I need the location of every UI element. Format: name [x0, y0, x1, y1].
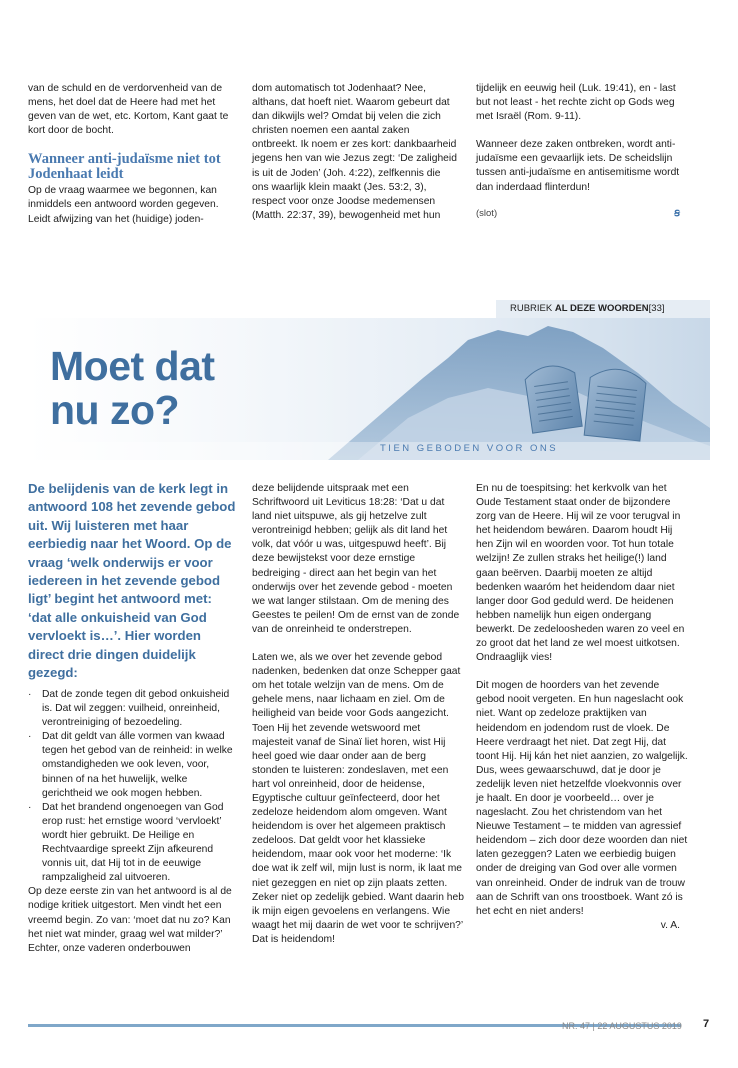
title-line-1: Moet dat [50, 343, 215, 389]
tablet-left [524, 363, 582, 433]
main-column-3 [476, 482, 688, 933]
top-col1-paragraph: van de schuld en de verdorvenheid van de mens, het doel dat de Heere had met het geven van de wet, etc. Kortom, Kant gaat te kort door de bocht. [28, 83, 229, 137]
bullet-item: · Dat dit geldt van álle vormen van kwaad tegen het gebod van de reinheid: in welke omstandigheden we ook leven, voor, binnen of na het huwelijk, welke gerichtheid we ook mogen hebben. [28, 730, 238, 800]
title-line-2: nu zo? [50, 387, 180, 433]
article-intro: De belijdenis van de kerk legt in antwoord 108 het zevende gebod uit. Wij luisteren met haar eerbiedig naar het Woord. Op de vraag ‘welk onderwijs er voor iedereen in het zevende gebod ligt’ begint het antwoord met: ‘dat alle onkuisheid van God vervloekt is…’. Hier worden direct drie dingen duidelijk gezegd: [28, 481, 236, 681]
top-col3-paragraph: tijdelijk en eeuwig heil (Luk. 19:41), en - last but not least - het rechte zicht op Gods weg met Israël (Rom. 9-11). [476, 83, 676, 123]
main-col2-paragraph-2: Laten we, als we over het zevende gebod nadenken, bedenken dat onze Schepper gaat om het totale welzijn van de mens. Om de gehele mens, naar lichaam en ziel. Om de heiligheid van beide voor Gods aangezicht. Toen Hij het zevende wetswoord met majesteit vanaf de Sinaï liet horen, wist Hij heel goed wie daar onder aan de berg stonden te luisteren: zondeslaven, met een hart vol onreinheid, door de heidense, Egyptische cultuur geïnfecteerd, door het zedeloze heidendom alom omgeven. Want heidendom is over het algemeen praktisch zedeloos. Dat geldt voor het klassieke heidendom, maar ook voor het moderne: ‘Ik doe wat ik zelf wil, mijn lust is norm, ik laat me niet gezeggen en niet op zijn plaats zetten. Zeker niet op zedelijk gebied. Want daarin heb ik mijn eigen gevoelens en verlangens. Wie waagt het mij daarin de wet voor te schrijven?’ Dat is heidendom! [252, 652, 464, 945]
article-title [50, 344, 215, 432]
tablet-right [584, 367, 647, 441]
rubric-bar [496, 300, 710, 318]
main-col2-paragraph-1: deze belijdende uitspraak met een Schriftwoord uit Leviticus 18:28: ‘Dat u dat land niet uitspuwe, als gij hetzelve zult verontreinigd hebben; gelijk als dit land het volk, dat vóór u was, uitgespuwd heeft’. Bij deze bewijstekst voor deze ernstige bedreiging - direct aan het begin van het onderwijs over het zevende gebod - moeten we wat langer stilstaan. Om de mening des Geestes te peilen! Om de ernst van de zonde van de onreinheid te onderstrepen. [252, 483, 460, 635]
bullet-item: · Dat het brandend ongenoegen van God erop rust: het ernstige woord ‘vervloekt’ wordt hier gebruikt. De Heilige en Rechtvaardige spreekt Zijn afkeurend vonnis uit, dat Hij tot in de eeuwige rampzaligheid zal uitvoeren. [28, 801, 238, 886]
top-col1-paragraph-2: Op de vraag waarmee we begonnen, kan inmiddels een antwoord worden gegeven. Leidt afwijzing van het (huidige) joden- [28, 185, 219, 225]
top-column-1 [28, 82, 233, 227]
main-col3-paragraph-1: En nu de toespitsing: het kerkvolk van het Oude Testament staat onder de bijzondere zorg van de Heere. Hij wil ze voor terugval in het heidendom bewáren. Daarom houdt Hij hen Zijn wil en woorden voor. Tot hun totale welzijn! Ze zullen straks het heilige(!) land gaan beërven. Daarbij moeten ze altijd bedenken waaróm het heidendom daar niet langer door God geduld werd. De heidenen hebben namelijk hun eigen ondergang bewerkt. De zedeloosheden waren zo veel en zo groot dat het land ze wel moest uitkotsen. Ondraaglijk vies! [476, 483, 685, 664]
bullet-list [28, 688, 238, 885]
banner-caption: TIEN GEBODEN VOOR ONS [380, 443, 559, 454]
rubric-number: [33] [648, 303, 665, 314]
bullet-item: · Dat de zonde tegen dit gebod onkuisheid is. Dat wil zeggen: vuilheid, onreinheid, verontreiniging of bezoedeling. [28, 688, 238, 730]
author-signature: v. A. [660, 919, 680, 931]
top-col3-paragraph-2: Wanneer deze zaken ontbreken, wordt anti-judaïsme een gevaarlijk iets. De scheidslijn tussen anti-judaïsme en antisemitisme wordt dan inderdaad flinterdun! [476, 139, 680, 193]
main-col1-paragraph: Op deze eerste zin van het antwoord is al de nodige kritiek uitgestort. Men vindt het een vreemd begin. Zo van: ‘moet dat nu zo? Kan het niet wat minder, graag wel wat milder?’ Echter, onze vaderen onderbouwen [28, 886, 232, 954]
slot-note [476, 207, 686, 221]
rubric-prefix: RUBRIEK [510, 303, 553, 314]
section-subhead: Wanneer anti-judaïsme niet tot Jodenhaat leidt [28, 151, 221, 183]
top-column-3 [476, 82, 686, 221]
main-col3-paragraph-2: Dit mogen de hoorders van het zevende gebod nooit vergeten. En hun nageslacht ook niet. Want op zedeloze praktijken van heidendom en jodendom rust de vloek. De Heere verdraagt het niet. Dat zegt Hij, dat toont Hij. Hij kán het niet aanzien, zo walgelijk. Dus, wees gewaarschuwd, dat je door je zedelijk leven niet hetzelfde vloekvonnis over je haalt. En door je voorbeeld… over je nageslacht. Zou het christendom van het Nieuwe Testament – te midden van agressief heidendom – zich door deze woorden dan niet laten gezeggen? Laten we eerbiedig buigen onder de dreiging van God over alle vormen van onreinheid. Onder de indruk van de trouw aan de Schrift van ons troostboek. Want zó is het echt en niet anders! [476, 680, 688, 917]
top-col2-paragraph: dom automatisch tot Jodenhaat? Nee, althans, dat hoeft niet. Waarom gebeurt dat dan dikwijls wel? Omdat bij velen die zich christen noemen een aantal zaken ontbreekt. Ik noem er zes kort: dankbaarheid jegens hen van wie Jezus zegt: ‘De zaligheid is uit de Joden’ (Joh. 4:22), zelfkennis die ons waarlijk klein maakt (Jes. 53:2, 3), respect voor onze Joodse medemensen (Matth. 22:37, 39), bewogenheid met hun [252, 83, 457, 221]
issue-info: NR. 47 | 22 AUGUSTUS 2019 [562, 1021, 682, 1031]
end-mark-icon: ꞩ [674, 206, 680, 219]
main-column-1 [28, 688, 238, 956]
slot-label: (slot) [476, 207, 498, 219]
rubric-name: AL DEZE WOORDEN [554, 303, 649, 314]
page-number: 7 [703, 1018, 710, 1030]
main-column-2 [252, 482, 464, 947]
top-column-2 [252, 82, 457, 223]
